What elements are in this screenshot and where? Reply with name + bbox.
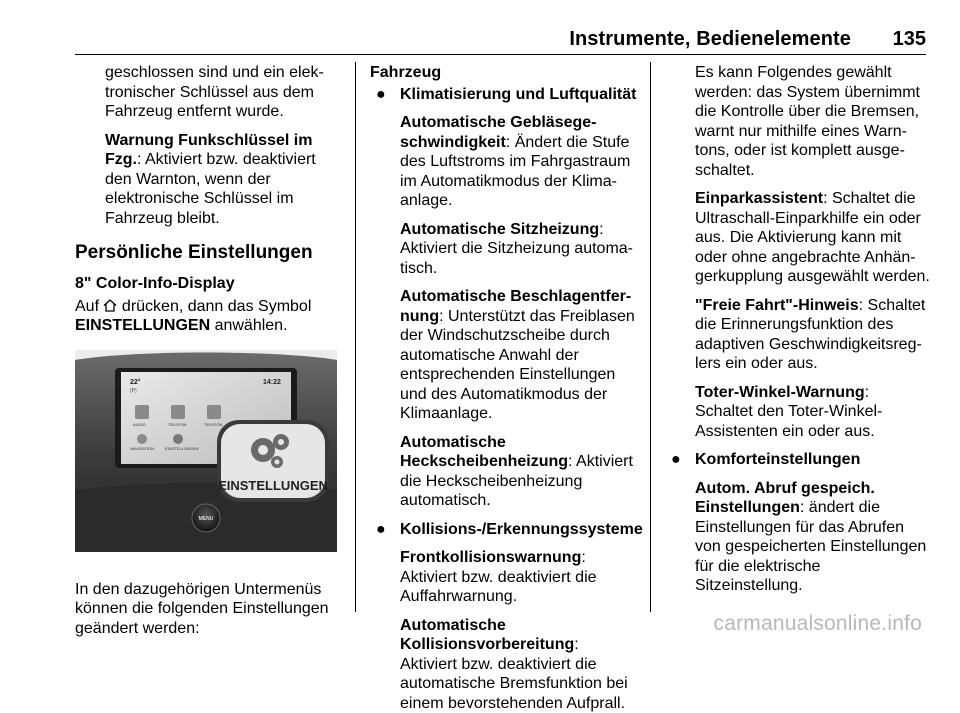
entry-term: Automatische Gebläsegeschwindigkeit (400, 114, 597, 151)
entry-desc: : Ändert die Stufe des Luftstroms im Fahrgastraum im Automatikmodus der Klimaanlage. (400, 134, 630, 210)
entry-desc: : Unterstützt das Freiblasen der Windschutzscheibe durch automatische Anwahl der entsprechenden Einstellungen und des Automatikmodus der Klimaanlage. (400, 308, 635, 423)
entry-term: Warnung Funkschlüssel im Fzg. (105, 132, 312, 169)
entry-desc: : Schaltet die Erinnerungsfunktion des adaptiven Geschwindigkeitsreglers ein oder aus. (695, 297, 925, 373)
entry-term: Automatische Sitzheizung (400, 221, 599, 238)
app-label: TELEFON (168, 422, 187, 427)
instr-text: anwählen. (215, 317, 288, 334)
bullet-title: Komforteinstellungen (695, 451, 860, 468)
entry-desc: : Aktiviert die Sitzheizung automatisch. (400, 221, 633, 277)
column-1 (75, 63, 345, 638)
entry-desc: : ändert die Einstellungen für das Abrufen von gespeicherten Einstellungen für die elektrische Sitzeinstellung. (695, 499, 926, 594)
entry (665, 383, 930, 442)
section-title: Persönliche Einstellungen (75, 242, 345, 264)
app-audio-icon (135, 405, 149, 419)
entry (370, 220, 638, 279)
entry-desc: : Aktiviert bzw. deaktiviert die automatische Bremsfunktion bei einem bevorstehenden Aufprall. (400, 636, 628, 712)
bullet-title: Klimatisierung und Luftqualität (400, 86, 636, 103)
app-phone-icon (171, 405, 185, 419)
screen-temp: 22° (130, 378, 141, 386)
entry-term: Frontkollisionswarnung (400, 549, 581, 566)
bullet-title: Kollisions-/Erkennungssysteme (400, 521, 643, 538)
screen-p: (P) (130, 388, 137, 394)
menu-label: MENU (199, 516, 214, 522)
entry-term: Automatische Heckscheibenheizung (400, 434, 568, 471)
screen-clock: 14:22 (263, 379, 281, 386)
outro-paragraph: In den dazugehörigen Untermenüs können die folgenden Einstellungen geändert werden: (75, 580, 345, 639)
home-icon (103, 299, 117, 312)
app-label: NAVIGATION (130, 446, 154, 451)
bullet-klimatisierung: ● Klimatisierung und Luftqualität (370, 85, 638, 105)
app-label: EINSTELLUNGEN (165, 446, 198, 451)
app-label: AUDIO (133, 422, 146, 427)
entry-term: Autom. Abruf gespeich. Einstellungen (695, 480, 875, 517)
entry (370, 548, 638, 607)
entry (665, 479, 930, 596)
header-title: Instrumente, Bedienelemente (569, 28, 851, 51)
bullet-komfort: ● Komforteinstellungen (665, 450, 930, 470)
entry-warnung-funkschluessel (75, 131, 345, 229)
callout-magnifier (217, 420, 329, 502)
continued-paragraph: Es kann Folgendes gewählt werden: das System übernimmt die Kontrolle über die Bremsen, warnt nur mithilfe eines Warntons, oder ist komplett ausgeschaltet. (665, 63, 930, 180)
entry-term: Einparkassistent (695, 190, 823, 207)
entry (370, 433, 638, 511)
watermark: carmanualsonline.info (714, 612, 923, 636)
column-2 (370, 63, 638, 713)
page-header (75, 20, 926, 55)
entry-term: Automatische Beschlagentfernung (400, 288, 631, 325)
entry (370, 616, 638, 713)
entry-desc: : Aktiviert die Heckscheibenheizung automatisch. (400, 453, 633, 509)
app-label: TELEFON (204, 422, 223, 427)
entry-term: Toter-Winkel-Warnung (695, 384, 865, 401)
display-illustration-svg (75, 350, 337, 552)
bullet-kollision: ● Kollisions-/Erkennungssysteme (370, 520, 638, 540)
display-illustration (75, 350, 337, 552)
app-settings-icon (173, 434, 183, 444)
entry-desc: : Aktiviert bzw. deaktiviert den Warnton, wenn der elektronische Schlüssel im Fahrzeug bleibt. (105, 151, 316, 227)
subsection-title: 8" Color-Info-Display (75, 274, 345, 294)
entry-desc: : Schaltet die Ultraschall-Einparkhilfe ein oder aus. Die Aktivierung kann mit oder ohne angebrachte Anhängerkupplung ausgewählt werden. (695, 190, 930, 285)
entry (665, 189, 930, 287)
app-navigation-icon (137, 434, 147, 444)
menu-knob (192, 504, 220, 532)
column-divider (355, 62, 356, 612)
instr-text: drücken, dann das Symbol (122, 298, 311, 315)
continued-paragraph: geschlossen sind und ein elektronischer Schlüssel aus dem Fahrzeug entfernt wurde. (75, 63, 345, 122)
app-phone2-icon (207, 405, 221, 419)
entry-desc: : Aktiviert bzw. deaktiviert die Auffahrwarnung. (400, 549, 597, 605)
page-number: 135 (893, 28, 926, 51)
instr-text: Auf (75, 298, 99, 315)
entry-term: Automatische Kollisionsvorbereitung (400, 617, 574, 654)
instruction-paragraph (75, 297, 345, 336)
category-title: Fahrzeug (370, 63, 638, 83)
entry-desc: : Schaltet den Toter-Winkel-Assistenten ein oder aus. (695, 384, 882, 440)
instr-term: EINSTELLUNGEN (75, 317, 210, 334)
entry (370, 287, 638, 424)
entry (665, 296, 930, 374)
column-divider (650, 62, 651, 612)
entry (370, 113, 638, 211)
entry-term: "Freie Fahrt"-Hinweis (695, 297, 859, 314)
column-3 (665, 63, 930, 596)
callout-label: EINSTELLUNGEN (218, 478, 328, 493)
